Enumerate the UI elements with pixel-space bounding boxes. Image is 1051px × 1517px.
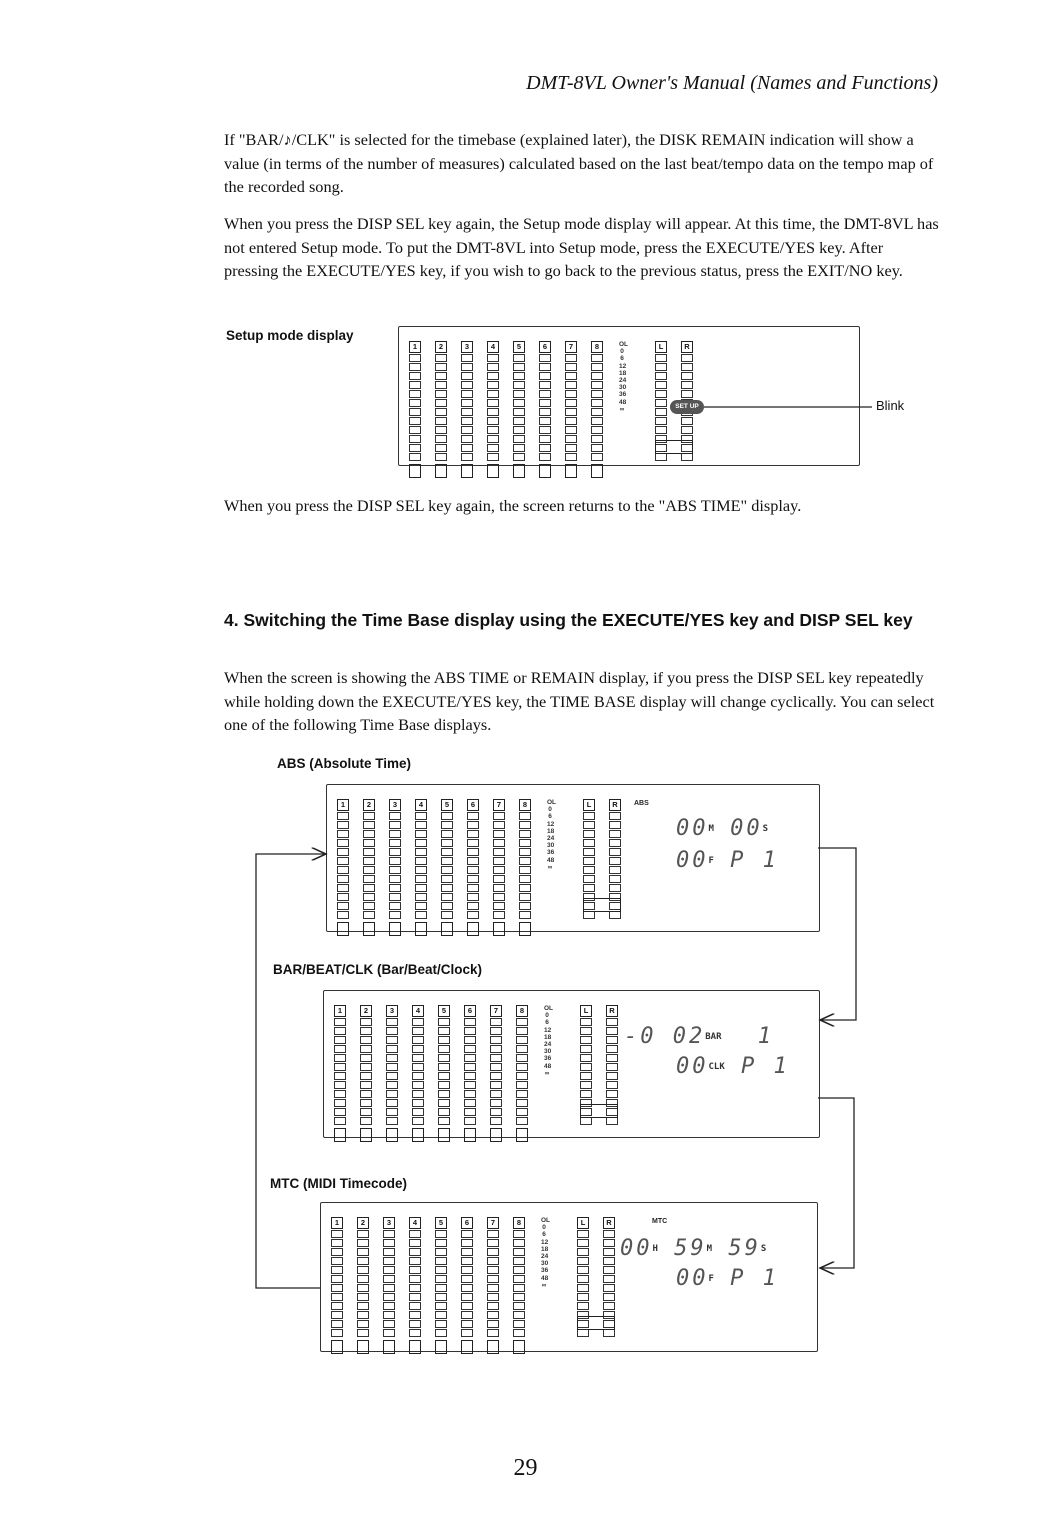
mtc-seconds: 59	[728, 1236, 761, 1261]
bar-channel-number: 8	[516, 1005, 528, 1017]
abs-meter-segment	[415, 830, 427, 838]
setup-channel-number: L	[655, 341, 667, 353]
setup-meter-segment	[565, 417, 577, 425]
bar-channel-number: L	[580, 1005, 592, 1017]
setup-meter-segment	[655, 390, 667, 398]
mtc-meter-segment	[383, 1302, 395, 1310]
setup-meter-segment	[487, 354, 499, 362]
setup-meter-segment	[435, 363, 447, 371]
bar-program: P 1	[741, 1054, 790, 1079]
abs-frames: 00	[676, 848, 709, 873]
setup-meter-segment	[409, 417, 421, 425]
mtc-meter-segment	[409, 1320, 421, 1328]
mtc-meter-segment	[513, 1329, 525, 1337]
setup-meter-segment	[513, 408, 525, 416]
setup-meter-segment	[539, 399, 551, 407]
mtc-meter-segment	[435, 1302, 447, 1310]
mtc-meter-scale: OL 0 6 12 18 24 30 36 48 ∞	[541, 1217, 551, 1289]
bar-display-label: BAR/BEAT/CLK (Bar/Beat/Clock)	[273, 962, 483, 977]
bar-channel-number: 7	[490, 1005, 502, 1017]
setup-channel-indicator	[539, 464, 551, 478]
abs-meter-segment	[415, 821, 427, 829]
mtc-meter-segment	[409, 1329, 421, 1337]
mtc-channel-indicator	[435, 1340, 447, 1354]
abs-meter-segment	[609, 812, 621, 820]
setup-channel-3	[461, 341, 473, 478]
setup-channel-number: 4	[487, 341, 499, 353]
setup-channel-2	[435, 341, 447, 478]
mtc-minutes: 59	[674, 1236, 707, 1261]
setup-meter-segment	[681, 381, 693, 389]
abs-meter-segment	[389, 812, 401, 820]
setup-meter-segment	[409, 354, 421, 362]
setup-channel-indicator	[565, 464, 577, 478]
abs-channel-number: 7	[493, 799, 505, 811]
mtc-meter-segment	[487, 1302, 499, 1310]
setup-meter-segment	[513, 354, 525, 362]
setup-meter-segment	[435, 372, 447, 380]
setup-channel-indicator	[591, 464, 603, 478]
setup-meter-segment	[681, 453, 693, 461]
paragraph-setup-mode: When you press the DISP SEL key again, the Setup mode display will appear. At this time, the DMT-8VL has not entered Setup mode. To put the DMT-8VL into Setup mode, press the EXECUTE/YES key. After pressing the EXECUTE/YES key, if you wish to go back to the previous status, press the EXIT/NO key.	[224, 214, 939, 280]
setup-channel-number: 1	[409, 341, 421, 353]
bar-channel-number: 5	[438, 1005, 450, 1017]
mtc-channel-number: R	[603, 1217, 615, 1229]
setup-meter-segment	[539, 417, 551, 425]
setup-meter-segment	[461, 453, 473, 461]
bar-value: -0 02	[624, 1024, 706, 1049]
abs-tag: ABS	[634, 800, 649, 807]
mtc-channel-indicator	[357, 1340, 369, 1354]
abs-time-line1	[676, 816, 768, 841]
blink-leader-line	[700, 400, 875, 414]
mtc-unit-s: S	[760, 1244, 767, 1254]
abs-meter-segment	[493, 830, 505, 838]
mtc-channel-number: 6	[461, 1217, 473, 1229]
setup-meter-segment	[591, 417, 603, 425]
setup-meter-segment	[461, 408, 473, 416]
abs-meter-segment	[363, 812, 375, 820]
setup-meter-segment	[681, 363, 693, 371]
arrow-bar-to-mtc	[818, 1098, 854, 1268]
abs-meter-segment	[493, 812, 505, 820]
mtc-meter-segment	[357, 1320, 369, 1328]
setup-channel-indicator	[461, 464, 473, 478]
abs-meter-scale: OL 0 6 12 18 24 30 36 48 ∞	[547, 799, 557, 871]
abs-meter-segment	[583, 821, 595, 829]
abs-channel-number: 4	[415, 799, 427, 811]
mtc-channel-indicator	[331, 1340, 343, 1354]
mtc-channel-indicator	[461, 1340, 473, 1354]
setup-channel-indicator	[435, 464, 447, 478]
abs-channel-number: 2	[363, 799, 375, 811]
setup-meter-segment	[409, 435, 421, 443]
abs-meter-segment	[441, 821, 453, 829]
mtc-channel-number: 4	[409, 1217, 421, 1229]
abs-meter-segment	[337, 830, 349, 838]
setup-channel-8	[591, 341, 603, 478]
setup-channel-number: 7	[565, 341, 577, 353]
abs-channel-number: 3	[389, 799, 401, 811]
abs-meter-segment	[493, 821, 505, 829]
setup-channel-number: R	[681, 341, 693, 353]
bar-channel-number: 4	[412, 1005, 424, 1017]
setup-meter-segment	[487, 435, 499, 443]
setup-meter-segment	[435, 381, 447, 389]
mtc-frames: 00	[676, 1266, 709, 1291]
abs-channel-number: 8	[519, 799, 531, 811]
mtc-channel-indicator	[513, 1340, 525, 1354]
setup-meter-segment	[487, 444, 499, 452]
abs-meter-segment	[415, 812, 427, 820]
abs-unit-f: F	[708, 856, 714, 866]
mtc-meter-segment	[435, 1320, 447, 1328]
mtc-channel-number: L	[577, 1217, 589, 1229]
mtc-meter-segment	[461, 1320, 473, 1328]
setup-meter-segment	[513, 372, 525, 380]
setup-meter-segment	[409, 453, 421, 461]
mtc-channel-number: 7	[487, 1217, 499, 1229]
setup-meter-segment	[487, 417, 499, 425]
abs-minutes: 00	[676, 816, 709, 841]
mtc-meter-segment	[357, 1311, 369, 1319]
setup-meter-segment	[655, 372, 667, 380]
abs-meter-segment	[337, 821, 349, 829]
setup-meter-segment	[461, 444, 473, 452]
setup-meter-segment	[461, 417, 473, 425]
abs-unit-m: M	[708, 824, 714, 834]
setup-meter-segment	[565, 381, 577, 389]
setup-meter-segment	[513, 417, 525, 425]
mtc-meter-segment	[461, 1311, 473, 1319]
mtc-meter-segment	[435, 1329, 447, 1337]
setup-channel-indicator	[513, 464, 525, 478]
mtc-meter-segment	[487, 1329, 499, 1337]
setup-meter-segment	[435, 444, 447, 452]
mtc-unit-f: F	[708, 1274, 714, 1284]
abs-meter-segment	[583, 812, 595, 820]
setup-meter-segment	[539, 390, 551, 398]
setup-meter-segment	[565, 372, 577, 380]
abs-meter-segment	[389, 821, 401, 829]
mtc-tag: MTC	[652, 1218, 668, 1225]
setup-meter-segment	[681, 426, 693, 434]
paragraph-disk-remain: If "BAR/♪/CLK" is selected for the timebase (explained later), the DISK REMAIN indication will show a value (in terms of the number of measures) calculated based on the last beat/tempo data on the tempo map of the recorded song.	[224, 130, 934, 196]
abs-meter-segment	[609, 830, 621, 838]
setup-meter-segment	[681, 390, 693, 398]
setup-meter-segment	[461, 435, 473, 443]
abs-meter-segment	[389, 830, 401, 838]
mtc-channel-indicator	[409, 1340, 421, 1354]
setup-meter-segment	[461, 354, 473, 362]
setup-meter-segment	[409, 381, 421, 389]
mtc-meter-segment	[331, 1329, 343, 1337]
mtc-meter-segment	[409, 1311, 421, 1319]
setup-meter-segment	[591, 444, 603, 452]
setup-meter-segment	[591, 435, 603, 443]
setup-meter-segment	[565, 408, 577, 416]
setup-channel-number: 2	[435, 341, 447, 353]
setup-meter-segment	[681, 354, 693, 362]
clk-unit: CLK	[708, 1062, 725, 1072]
setup-meter-segment	[539, 435, 551, 443]
abs-meter-segment	[337, 812, 349, 820]
mtc-channel-number: 2	[357, 1217, 369, 1229]
bar-channel-number: 1	[334, 1005, 346, 1017]
setup-channel-number: 6	[539, 341, 551, 353]
setup-meter-segment	[539, 408, 551, 416]
mtc-meter-segment	[487, 1320, 499, 1328]
setup-meter-segment	[565, 444, 577, 452]
mtc-channel-number: 5	[435, 1217, 447, 1229]
setup-meter-segment	[591, 399, 603, 407]
setup-meter-segment	[539, 372, 551, 380]
setup-meter-segment	[435, 354, 447, 362]
setup-meter-segment	[487, 372, 499, 380]
setup-channel-1	[409, 341, 421, 478]
setup-meter-segment	[409, 372, 421, 380]
setup-channel-4	[487, 341, 499, 478]
mtc-meter-segment	[577, 1329, 589, 1337]
setup-meter-segment	[513, 444, 525, 452]
setup-meter-segment	[461, 390, 473, 398]
mtc-channel-number: 8	[513, 1217, 525, 1229]
setup-meter-segment	[655, 399, 667, 407]
setup-meter-segment	[539, 381, 551, 389]
mtc-meter-segment	[357, 1302, 369, 1310]
setup-meter-segment	[409, 399, 421, 407]
setup-meter-segment	[487, 399, 499, 407]
mtc-meter-segment	[409, 1302, 421, 1310]
mtc-unit-h: H	[652, 1244, 658, 1254]
mtc-channel-number: 1	[331, 1217, 343, 1229]
mtc-meter-segment	[383, 1329, 395, 1337]
mtc-meter-segment	[383, 1320, 395, 1328]
abs-channel-number: 5	[441, 799, 453, 811]
setup-meter-segment	[655, 426, 667, 434]
setup-meter-segment	[591, 372, 603, 380]
setup-meter-segment	[513, 453, 525, 461]
setup-meter-segment	[539, 426, 551, 434]
setup-meter-segment	[409, 363, 421, 371]
beat-value: 1	[757, 1024, 774, 1049]
setup-meter-segment	[539, 363, 551, 371]
running-header: DMT-8VL Owner's Manual (Names and Functions)	[526, 72, 938, 94]
mtc-channel-number: 3	[383, 1217, 395, 1229]
setup-mode-lcd-panel	[398, 326, 860, 466]
arrow-mtc-to-abs	[256, 854, 326, 1288]
setup-meter-segment	[655, 453, 667, 461]
setup-meter-segment	[565, 354, 577, 362]
setup-meter-segment	[461, 381, 473, 389]
setup-meter-segment	[565, 399, 577, 407]
setup-meter-segment	[487, 453, 499, 461]
mtc-meter-segment	[331, 1320, 343, 1328]
setup-meter-segment	[539, 453, 551, 461]
mtc-meter-segment	[331, 1302, 343, 1310]
setup-meter-segment	[435, 453, 447, 461]
abs-seconds: 00	[730, 816, 763, 841]
mtc-hours: 00	[620, 1236, 653, 1261]
abs-meter-segment	[519, 812, 531, 820]
setup-mode-label: Setup mode display	[226, 328, 354, 343]
mtc-meter-segment	[513, 1311, 525, 1319]
paragraph-time-base: When the screen is showing the ABS TIME or REMAIN display, if you press the DISP SEL key repeatedly while holding down the EXECUTE/YES key, the TIME BASE display will change cyclically. You can select one of the following Time Base displays.	[224, 668, 935, 734]
mtc-meter-segment	[357, 1329, 369, 1337]
setup-meter-segment	[681, 417, 693, 425]
setup-channel-7	[565, 341, 577, 478]
paragraph-abs-time-return: When you press the DISP SEL key again, the screen returns to the "ABS TIME" display.	[224, 496, 802, 515]
abs-program: P 1	[730, 848, 779, 873]
setup-meter-segment	[513, 363, 525, 371]
bar-channel-number: 3	[386, 1005, 398, 1017]
setup-meter-segment	[655, 408, 667, 416]
setup-badge: SET UP	[670, 400, 704, 414]
setup-meter-segment	[513, 426, 525, 434]
mtc-meter-segment	[513, 1302, 525, 1310]
abs-channel-number: 6	[467, 799, 479, 811]
blink-label: Blink	[876, 398, 905, 413]
setup-meter-segment	[655, 363, 667, 371]
setup-channel-6	[539, 341, 551, 478]
setup-meter-segment	[487, 390, 499, 398]
setup-meter-segment	[565, 390, 577, 398]
abs-meter-segment	[467, 812, 479, 820]
abs-meter-segment	[363, 830, 375, 838]
clock-value: 00	[676, 1054, 709, 1079]
setup-meter-segment	[565, 435, 577, 443]
setup-meter-segment	[487, 363, 499, 371]
setup-meter-segment	[435, 435, 447, 443]
setup-meter-segment	[409, 408, 421, 416]
setup-meter-segment	[435, 399, 447, 407]
abs-meter-segment	[583, 830, 595, 838]
abs-channel-number: R	[609, 799, 621, 811]
setup-meter-segment	[409, 426, 421, 434]
setup-meter-segment	[435, 426, 447, 434]
setup-meter-segment	[435, 408, 447, 416]
mtc-channel-indicator	[487, 1340, 499, 1354]
setup-meter-segment	[655, 417, 667, 425]
setup-meter-segment	[565, 363, 577, 371]
setup-stereo-indicator	[655, 440, 693, 454]
mtc-meter-segment	[487, 1311, 499, 1319]
setup-meter-segment	[461, 426, 473, 434]
abs-unit-s: S	[762, 824, 769, 834]
setup-meter-segment	[461, 399, 473, 407]
setup-meter-segment	[591, 453, 603, 461]
mtc-channel-indicator	[383, 1340, 395, 1354]
bar-channel-number: 6	[464, 1005, 476, 1017]
mtc-meter-segment	[461, 1302, 473, 1310]
mtc-meter-segment	[513, 1320, 525, 1328]
setup-meter-segment	[539, 354, 551, 362]
setup-meter-segment	[409, 390, 421, 398]
mtc-unit-m: M	[706, 1244, 713, 1254]
abs-meter-segment	[609, 821, 621, 829]
setup-meter-scale: OL 0 6 12 18 24 30 36 48 ∞	[619, 341, 629, 413]
setup-channel-indicator	[409, 464, 421, 478]
mtc-meter-segment	[435, 1311, 447, 1319]
setup-meter-segment	[487, 408, 499, 416]
abs-channel-number: L	[583, 799, 595, 811]
setup-meter-segment	[513, 390, 525, 398]
abs-meter-segment	[441, 830, 453, 838]
setup-channel-5	[513, 341, 525, 478]
abs-channel-number: 1	[337, 799, 349, 811]
setup-meter-segment	[591, 381, 603, 389]
setup-meter-segment	[655, 381, 667, 389]
mtc-program: P 1	[730, 1266, 779, 1291]
setup-meter-segment	[591, 354, 603, 362]
setup-channel-indicator	[487, 464, 499, 478]
mtc-meter-segment	[603, 1302, 615, 1310]
bar-meter-scale: OL 0 6 12 18 24 30 36 48 ∞	[544, 1005, 554, 1077]
setup-meter-segment	[487, 426, 499, 434]
setup-meter-segment	[461, 372, 473, 380]
setup-meter-segment	[487, 381, 499, 389]
arrow-abs-to-bar	[818, 848, 856, 1020]
mtc-meter-segment	[383, 1311, 395, 1319]
setup-meter-segment	[565, 453, 577, 461]
setup-meter-segment	[591, 363, 603, 371]
mtc-display-label: MTC (MIDI Timecode)	[270, 1176, 408, 1191]
setup-meter-segment	[513, 381, 525, 389]
mtc-meter-segment	[577, 1302, 589, 1310]
abs-meter-segment	[441, 812, 453, 820]
setup-meter-segment	[435, 417, 447, 425]
mtc-meter-segment	[461, 1329, 473, 1337]
abs-meter-segment	[363, 821, 375, 829]
setup-channel-number: 8	[591, 341, 603, 353]
mtc-meter-segment	[331, 1311, 343, 1319]
setup-meter-segment	[409, 444, 421, 452]
page-number: 29	[513, 1455, 538, 1481]
setup-meter-segment	[591, 408, 603, 416]
setup-meter-segment	[591, 426, 603, 434]
setup-meter-segment	[513, 399, 525, 407]
setup-meter-segment	[681, 372, 693, 380]
setup-channel-number: 5	[513, 341, 525, 353]
abs-meter-segment	[467, 830, 479, 838]
abs-meter-segment	[519, 830, 531, 838]
bar-unit: BAR	[705, 1032, 722, 1042]
cycle-arrows-diagram	[250, 840, 862, 1300]
mtc-meter-segment	[603, 1329, 615, 1337]
setup-meter-segment	[655, 354, 667, 362]
setup-meter-segment	[565, 426, 577, 434]
section-heading: 4. Switching the Time Base display using the EXECUTE/YES key and DISP SEL key	[224, 610, 913, 630]
bar-channel-number: 2	[360, 1005, 372, 1017]
bar-channel-number: R	[606, 1005, 618, 1017]
setup-meter-segment	[435, 390, 447, 398]
setup-channel-number: 3	[461, 341, 473, 353]
abs-meter-segment	[467, 821, 479, 829]
setup-meter-segment	[539, 444, 551, 452]
setup-meter-segment	[513, 435, 525, 443]
mtc-stereo-indicator	[577, 1316, 615, 1330]
abs-display-label: ABS (Absolute Time)	[277, 756, 412, 771]
setup-meter-segment	[591, 390, 603, 398]
abs-meter-segment	[519, 821, 531, 829]
setup-meter-segment	[461, 363, 473, 371]
